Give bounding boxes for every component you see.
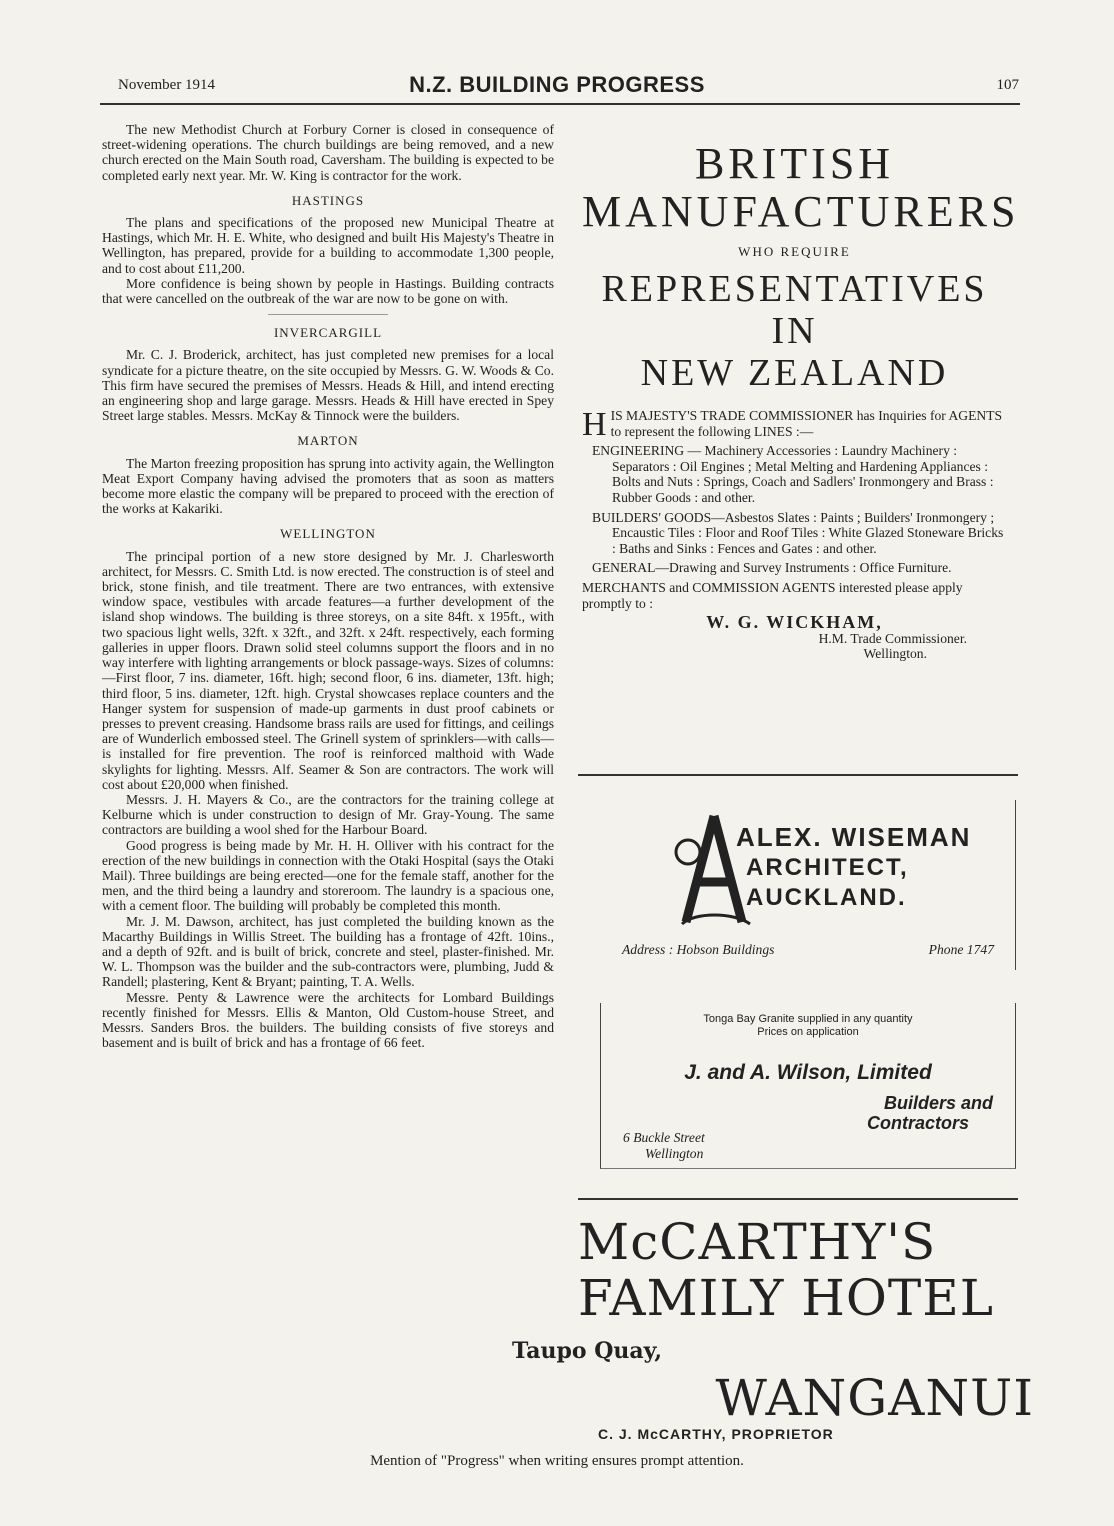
article-paragraph: More confidence is being shown by people in Hastings. Building contracts that were cancelled on the outbreak of the war are now to be gone on with. (102, 275, 554, 307)
wilson-ad (600, 1003, 1016, 1169)
wilson-note: Prices on application (757, 1026, 859, 1038)
article-paragraph: Messre. Penty & Lawrence were the architects for Lombard Buildings recently finished for Messrs. Ellis & Manton, Old Custom-house Street, and Messrs. Sanders Bros. the builders. The building consists of five storeys and basement and is built of brick and has a frontage of 66 feet. (102, 989, 554, 1051)
article-paragraph: Mr. J. M. Dawson, architect, has just completed the building known as the Macarthy Buildings in Willis Street. The building has a frontage of 42ft. 10ins., and a depth of 92ft. and is built of brick, concrete and steel, plaster-finished. Mr. W. L. Thompson was the builder and the sub-contractors were, plumbing, Judd & Randell; plastering, Kent & Bryant; painting, T. A. Wells. (102, 913, 554, 990)
header-date: November 1914 (118, 77, 216, 93)
wilson-address: 6 Buckle Street (623, 1130, 705, 1145)
wilson-city: Wellington (645, 1146, 704, 1161)
ad-rule (578, 774, 1018, 776)
signature-location: Wellington. (863, 645, 927, 661)
wiseman-name: ALEX. WISEMAN (736, 822, 972, 852)
journal-title: N.Z. BUILDING PROGRESS (409, 72, 705, 97)
ad-intro: IS MAJESTY'S TRADE COMMISSIONER has Inquiries for AGENTS to represent the following LINES :— (610, 408, 1003, 439)
wiseman-ad (604, 800, 1016, 970)
section-heading: MARTON (297, 433, 359, 449)
wiseman-phone: Phone 1747 (928, 942, 994, 957)
ad-rule (578, 1198, 1018, 1200)
hotel-street: Taupo Quay, (512, 1338, 662, 1364)
ad-border (1015, 800, 1017, 970)
hotel-town: WANGANUI (715, 1369, 1034, 1427)
article-paragraph: The principal portion of a new store designed by Mr. J. Charlesworth architect, for Messrs. C. Smith Ltd. is now erected. The construction is of steel and brick, stone finish, and tile treatment. There are two entrances, with extensive window space, vestibules with arcade features—a further development of the island shop windows. The building is three storeys, on a site 84ft. x 195ft., with two spacious light wells, 32ft. x 32ft., and 32ft. x 24ft. respectively, each forming galleries in upper floors. Drawn solid steel columns support the floors and in no way interfere with lighting arrangements or block passage-ways. Sizes of columns:—First floor, 7 ins. diameter, 16ft. high; second floor, 6 ins. diameter, 13ft. high; third floor, 5 ins. diameter, 12ft. high. Crystal showcases replace counters and the Hanger system for suspension of made-up garments in dust proof cabinets or presses to prevent creasing. Handsome brass rails are used for fittings, and ceilings are of Wunderlich embossed steel. The Grinell system of sprinklers—with calls—is installed for fire prevention. The roof is reinforced malthoid with Wade skylights for lighting. Messrs. Alf. Seamer & Son are contractors. The work will cost about £20,000 when finished. (102, 548, 554, 792)
british-manufacturers-ad (582, 139, 1020, 661)
signature-name: W. G. WICKHAM, (706, 612, 883, 633)
ad-heading: NEW ZEALAND (640, 352, 949, 394)
header-rule (100, 103, 1020, 105)
page-number: 107 (996, 77, 1019, 93)
signature-title: H.M. Trade Commissioner. (818, 630, 967, 646)
section-heading: INVERCARGILL (273, 325, 383, 341)
ad-subheading: WHO REQUIRE (738, 244, 851, 259)
ad-heading: MANUFACTURERS (582, 187, 1020, 236)
article-paragraph: Messrs. J. H. Mayers & Co., are the contractors for the training college at Kelburne which is under construction to design of Mr. Gray-Young. The same contractors are building a wool shed for the Harbour Board. (102, 791, 554, 838)
wilson-note: Tonga Bay Granite supplied in any quantity (703, 1013, 913, 1025)
wilson-trade: Builders and (883, 1093, 993, 1113)
hotel-name: FAMILY HOTEL (578, 1269, 994, 1327)
section-heading: WELLINGTON (280, 526, 376, 542)
article-paragraph: Good progress is being made by Mr. H. H. Olliver with his contract for the erection of the new buildings in connection with the Otaki Hospital (says the Otaki Mail). Three buildings are being erected—one for the female staff, another for the men, and the third being a laundry and storeroom. The laundry is a spacious one, with a cement floor. The building will probably be completed this month. (102, 837, 554, 914)
ad-line-item: GENERAL—Drawing and Survey Instruments : Office Furniture. (592, 560, 952, 576)
ad-heading: REPRESENTATIVES IN (601, 268, 988, 352)
wiseman-profession: ARCHITECT, (746, 854, 909, 881)
article-paragraph: The plans and specifications of the proposed new Municipal Theatre at Hastings, which Mr. H. E. White, who designed and built His Majesty's Theatre in Wellington, has prepared, provide for a building to accommodate 1,300 people, and to cost about £11,200. (102, 215, 554, 276)
ad-line-item: BUILDERS' GOODS—Asbestos Slates : Paints ; Builders' Ironmongery ; Encaustic Tiles : Floor and Roof Tiles : White Glazed Stoneware Bricks : Baths and Sinks : Fences and Gates : and other. (592, 509, 1004, 556)
article-paragraph: The Marton freezing proposition has sprung into activity again, the Wellington Meat Export Company having advised the promoters that as soon as matters become more elastic the company will be prepared to proceed with the erection of the works at Kakariki. (102, 455, 554, 517)
wilson-firm: J. and A. Wilson, Limited (684, 1061, 932, 1084)
wiseman-address: Address : Hobson Buildings (622, 942, 775, 957)
hotel-proprietor: C. J. McCARTHY, PROPRIETOR (598, 1426, 834, 1442)
ad-body (582, 408, 1007, 661)
article-paragraph: Mr. C. J. Broderick, architect, has just completed new premises for a local syndicate for a picture theatre, on the site occupied by Messrs. G. W. Woods & Co. This firm have secured the premises of Messrs. Heads & Hill, and intend erecting an engineering shop and large garage. Messrs. Heads & Hill have erected in Spey Street large stables. Messrs. McKay & Tinnock were the builders. (102, 347, 554, 424)
article-paragraph: The new Methodist Church at Forbury Corner is closed in consequence of street-widening operations. The church buildings are being removed, and a new church erected on the Main South road, Caversham. The building is expected to be completed early next year. Mr. W. King is contractor for the work. (102, 122, 554, 183)
page-footer: Mention of "Progress" when writing ensures prompt attention. (370, 1453, 744, 1469)
ad-merchants: MERCHANTS and COMMISSION AGENTS interested please apply promptly to : (582, 579, 963, 611)
section-divider (268, 314, 388, 315)
section-heading: HASTINGS (291, 192, 365, 208)
wilson-trade: Contractors (866, 1113, 969, 1133)
drop-cap: H (582, 406, 607, 443)
hotel-name: McCARTHY'S (578, 1213, 937, 1271)
ad-line-item: ENGINEERING — Machinery Accessories : Laundry Machinery : Separators : Oil Engines ; Metal Melting and Hardening Appliances : Bolts and Nuts : Springs, Coach and Sadlers' Ironmongery and Brass : Rubber Goods : and other. (592, 443, 994, 505)
wiseman-city: AUCKLAND. (746, 884, 907, 911)
ad-heading: BRITISH (694, 139, 895, 188)
article-column (102, 122, 554, 1050)
